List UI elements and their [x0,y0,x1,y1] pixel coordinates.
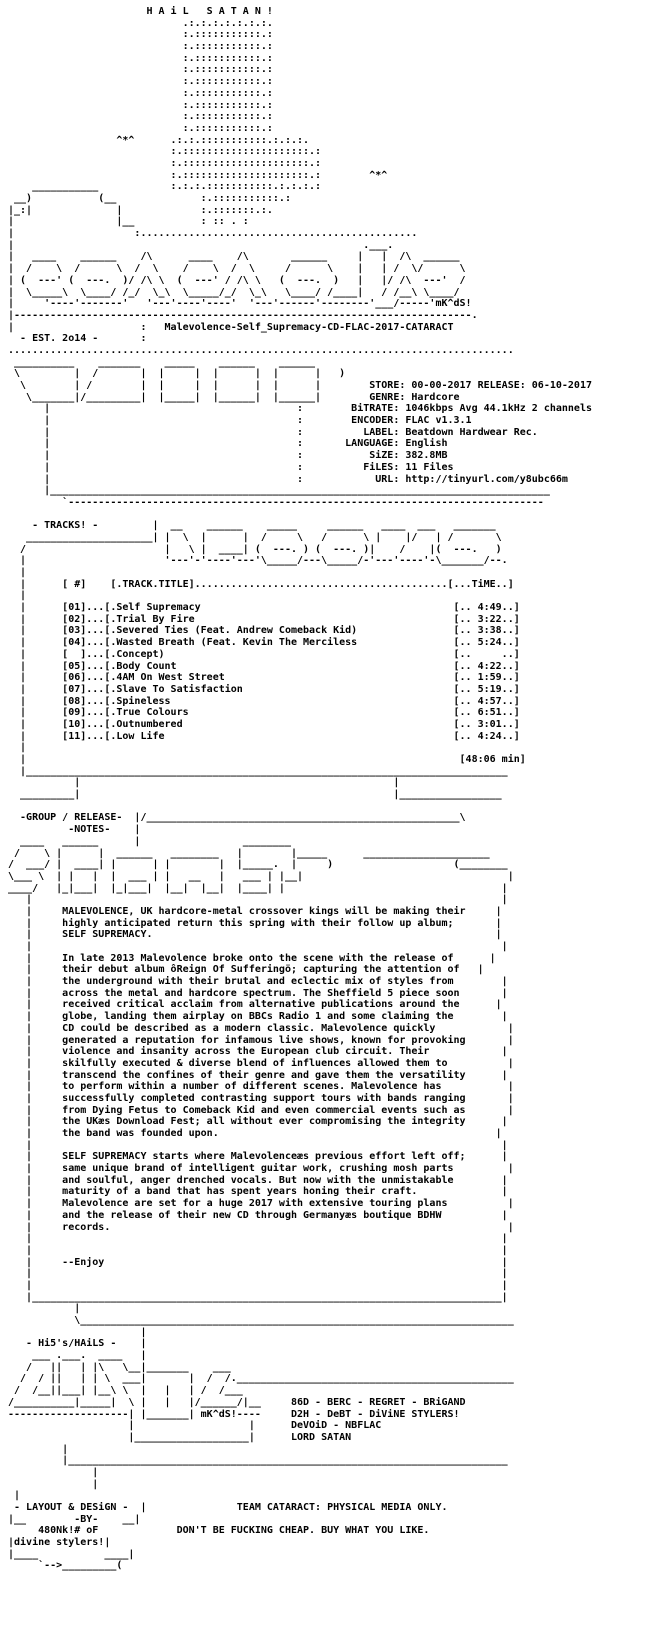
nfo-line: | and the release of their new CD through Germanyæs boutique BDHW | [8,1209,508,1221]
nfo-line: | [07]...[.Slave To Satisfaction [.. 5:19..] [8,683,520,695]
nfo-line: | [8,1303,81,1315]
nfo-line: | successfully completed contrasting support tours with bands ranging | [8,1092,514,1104]
nfo-line: | received critical acclaim from alternative publications around the | [8,999,502,1011]
nfo-line: |___________________| LORD SATAN [8,1431,352,1443]
nfo-line: | transcend the confines of their genre and gave them the versatility | [8,1069,508,1081]
nfo-line: | skilfully executed & diverse blend of influences allowed them to | [8,1057,514,1069]
nfo-line: | : SiZE: 382.8MB [8,450,448,462]
nfo-line: :.:::::::::::.: [8,64,273,76]
nfo-line: --------------------| |_______| mK^dS!---- D2H - DeBT - DiViNE STYLERS! [8,1408,460,1420]
nfo-line: | [06]...[.4AM On West Street [.. 1:59..] [8,672,520,684]
nfo-line: | | [8,1139,508,1151]
nfo-line: | | [8,777,400,789]
nfo-line: \ | / | | | | | | | STORE: 00-00-2017 RELEASE: 06-10-2017 [8,380,592,391]
nfo-line: | | DeVOiD - NBFLAC [8,1420,382,1432]
nfo-line [8,509,648,521]
nfo-line: | Malevolence are set for a huge 2017 with extensive touring plans | [8,1198,514,1210]
nfo-line: H A i L S A T A N ! [8,6,273,17]
nfo-line: .................................................................................... [8,344,514,356]
nfo-line: :.:::::::::::.: [8,111,273,123]
nfo-line: __) (__ :.:::::::::::.: [8,193,291,204]
nfo-line: | CD could be described as a modern classic. Malevolence quickly | [8,1022,514,1034]
nfo-line: \ | / | | | | | | | ) [8,368,346,380]
nfo-line: | | [8,894,508,906]
nfo-line: /__________|_____| \ | | |/______/|__ 86D - BERC - REGRET - BRiGAND [8,1396,466,1408]
nfo-line: |_________________________________________________________________________ [8,1455,508,1467]
nfo-line: | : ENCODER: FLAC v1.3.1 [8,415,472,427]
nfo-line: | : Malevolence-Self_Supremacy-CD-FLAC-2017-CATARACT [8,321,454,333]
nfo-line: | to perform within a number of different scenes. Malevolence has | [8,1081,514,1093]
nfo-line: |____ ____| [8,1548,135,1560]
nfo-line: | [03]...[.Severed Ties (Feat. Andrew Comeback Kid) [.. 3:38..] [8,625,520,637]
nfo-line: | [08]...[.Spineless [.. 4:57..] [8,695,520,707]
nfo-line: :.:::::::::::.: [8,41,273,53]
nfo-line: |_:| | :.:::::::.:. [8,204,273,216]
nfo-line: - LAYOUT & DESiGN - | TEAM CATARACT: PHYSICAL MEDIA ONLY. [8,1502,448,1513]
nfo-line: | [05]...[.Body Count [.. 4:22..] [8,660,520,672]
nfo-line: / \ | | ______ ________ | |_____ _____________________ [8,847,490,859]
nfo-line: | maturity of a band that has spent years honing their craft. | [8,1186,508,1198]
nfo-line: - EST. 2o14 - : [8,333,147,345]
nfo-line: :.:::::::::::.: [8,76,273,88]
nfo-line: :.:::::::::::.: [8,29,273,41]
nfo-line: | In late 2013 Malevolence broke onto the scene with the release of | [8,952,496,964]
nfo-line: | from Dying Fetus to Comeback Kid and even commercial events such as | [8,1104,514,1116]
nfo-line: | globe, landing them airplay on BBCs Radio 1 and some claiming the | [8,1011,508,1023]
nfo-line: / ___/ | ____| | | | | |_____. | ) (________ [8,859,508,871]
nfo-line: | | [8,1233,508,1245]
nfo-line [8,801,648,813]
nfo-line: | [01]...[.Self Supremacy [.. 4:49..] [8,602,520,614]
nfo-line: :.:::::::::::::::::::::.: [8,146,322,158]
nfo-line: |----------------------------------------------------------------------------. [8,309,478,321]
nfo-line: \___ \ | | | | ___ | | __ | ___ | |__| | [8,870,514,882]
nfo-line: ____ ______ | ________ [8,835,291,847]
nfo-line: | : FiLES: 11 Files [8,461,454,473]
nfo-line: _________| |_________________ [8,789,502,801]
nfo-line: | generated a reputation for infamous live shows, known for provoking | [8,1034,514,1046]
nfo-line: __________ _______ _____ ______ ______ [8,356,316,368]
nfo-line: | | [8,1244,508,1256]
nfo-line: _____________________| | \ | | / \ / \ | |/ | / \ [8,531,502,543]
nfo-line: / / || | | \ ___| | / /.______________________________________________ [8,1373,514,1385]
nfo-line: / /__||___| |__\ \ | | | / /___ [8,1385,243,1397]
nfo-line: | same unique brand of intelligent guitar work, crushing mosh parts | [8,1163,514,1175]
nfo-line: |________________________________________________________________________________ [8,765,508,777]
nfo-line: `-->_________( [8,1560,123,1572]
nfo-line: | : LANGUAGE: English [8,438,448,450]
nfo-line: | [02]...[.Trial By Fire [.. 3:22..] [8,613,520,625]
nfo-line: | [8,590,27,602]
nfo-line: |__ -BY- __| [8,1513,141,1525]
nfo-line: | : LABEL: Beatdown Hardwear Rec. [8,426,538,438]
nfo-line: | \_____\ \____/ /_/ \_\ \_____/_/ \_\ \____/ /____| / /__\ \____/ [8,286,460,298]
nfo-line: | SELF SUPREMACY starts where Malevolenceæs previous effort left off; | [8,1151,508,1163]
nfo-line: | their debut album ôReign Of Sufferingö; capturing the attention of | [8,964,484,976]
nfo-line: | and soulful, anger drenched vocals. But now with the unmistakable | [8,1174,508,1186]
nfo-line: | across the metal and hardcore spectrum. The Sheffield 5 piece soon | [8,987,508,999]
nfo-line: \_______|/_________| |_____| |______| |______| GENRE: Hardcore [8,391,460,403]
nfo-line: | | [8,941,508,952]
nfo-line: | violence and insanity across the European club circuit. Their | [8,1046,508,1058]
nfo-line: | ( ---' ( ---. )/ /\ \ ( ---' / /\ \ ( ---. ) | |/ /\ ---' / [8,274,466,286]
nfo-line: :.:::::::::::.: [8,87,273,99]
nfo-line: / || | |\ \__|_______ ___ [8,1361,231,1373]
nfo-line: | :.............................................. [8,228,418,240]
nfo-line: | records. | [8,1221,514,1233]
nfo-line: | .___. [8,239,394,251]
nfo-line: 480Nk!# oF DON'T BE FUCKING CHEAP. BUY WHAT YOU LIKE. [8,1525,430,1537]
nfo-line: | [8,1443,69,1455]
nfo-line: | [ #] [.TRACK.TITLE]..........................................[...TiME..] [8,578,514,590]
nfo-line: | [04]...[.Wasted Breath (Feat. Kevin The Merciless [.. 5:24..] [8,637,520,649]
nfo-line: ^*^ .:.:.:::::::::::.:.:.:. [8,134,310,146]
nfo-line: |______________________________________________________________________________| [8,1291,508,1303]
nfo-line: :.:::::::::::::::::::::.: [8,157,322,169]
nfo-line: | the band was founded upon. | [8,1128,502,1139]
nfo-line: | | [8,1279,508,1291]
nfo-line: | SELF SUPREMACY. | [8,929,502,941]
nfo-line: .:.:.:.:.:.:.:. [8,17,273,29]
nfo-line: | | [8,1268,508,1280]
nfo-line: \________________________________________________________________________ [8,1315,514,1326]
nfo-line: -GROUP / RELEASE- |/____________________________________________________\ [8,812,466,824]
nfo-line: ___ .___. ____ | [8,1350,147,1362]
nfo-line: ____/ |_|___| |_|___| |__| |__| |____| | | [8,882,508,894]
nfo-line: | the underground with their brutal and eclectic mix of styles from | [8,976,508,988]
nfo-line: |___________________________________________________________________________________ [8,485,550,497]
nfo-line: - TRACKS! - | __ ______ _____ ______ ____ ___ _______ [8,520,496,532]
nfo-line: | [8,567,27,578]
nfo-line: | MALEVOLENCE, UK hardcore-metal crossover kings will be making their | [8,905,502,917]
nfo-line: :.:::::::::::.: [8,122,273,134]
nfo-line: -NOTES- | [8,824,141,836]
nfo-line: `------------------------------------------------------------------------------- [8,496,544,508]
nfo-line: | '----'-------' '---'----'----' '---'------'--------'___/-----'mK^dS! [8,298,472,310]
nfo-line: | --Enjoy | [8,1256,508,1268]
nfo-line: | : BiTRATE: 1046kbps Avg 44.1kHz 2 channels [8,403,592,415]
nfo-line: | '---'-'----'---'\_____/---\_____/-'---'----'-\_______/--. [8,555,508,567]
nfo-line: | [09]...[.True Colours [.. 6:51..] [8,707,520,719]
nfo-line: :.:::::::::::.: [8,99,273,111]
nfo-line: | : URL: http://tinyurl.com/y8ubc66m [8,473,568,485]
nfo-line: :.:::::::::::::::::::::.: ^*^ [8,169,388,181]
nfo-line: | the UKæs Download Fest; all without ever compromising the integrity | [8,1116,508,1128]
nfo-line: | [8,1466,99,1478]
nfo-line: |divine stylers!| [8,1537,111,1549]
nfo-line: | [10]...[.Outnumbered [.. 3:01..] [8,718,520,730]
nfo-line: | [8,1478,99,1490]
nfo-line: | [ ]...[.Concept) [.. ..] [8,648,520,660]
nfo-line: | [48:06 min] [8,754,526,765]
nfo-line [8,1572,648,1584]
nfo-line: | highly anticipated return this spring with their follow up album; | [8,917,502,929]
nfo-line: / | \ | ____| ( ---. ) ( ---. )| / |( ---. ) [8,543,502,555]
nfo-line: ___________ :.:.:.:::::::::::.:.:.:.: [8,181,322,193]
nfo-line: :.:::::::::::.: [8,52,273,64]
nfo-line: - Hi5's/HAiLS - | [8,1338,147,1350]
nfo-line: | ____ ______ /\ ____ /\ ______ | | /\ ______ [8,251,460,263]
nfo-line: | [11]...[.Low Life [.. 4:24..] [8,730,520,742]
nfo-line: | / \ / \ / \ / \ / \ / \ | | / \/ \ [8,263,466,275]
nfo-line: | [8,1326,147,1338]
nfo-line: | [8,1490,21,1502]
nfo-line: | [8,742,27,754]
nfo-line: | |__ : :: . : [8,216,249,228]
